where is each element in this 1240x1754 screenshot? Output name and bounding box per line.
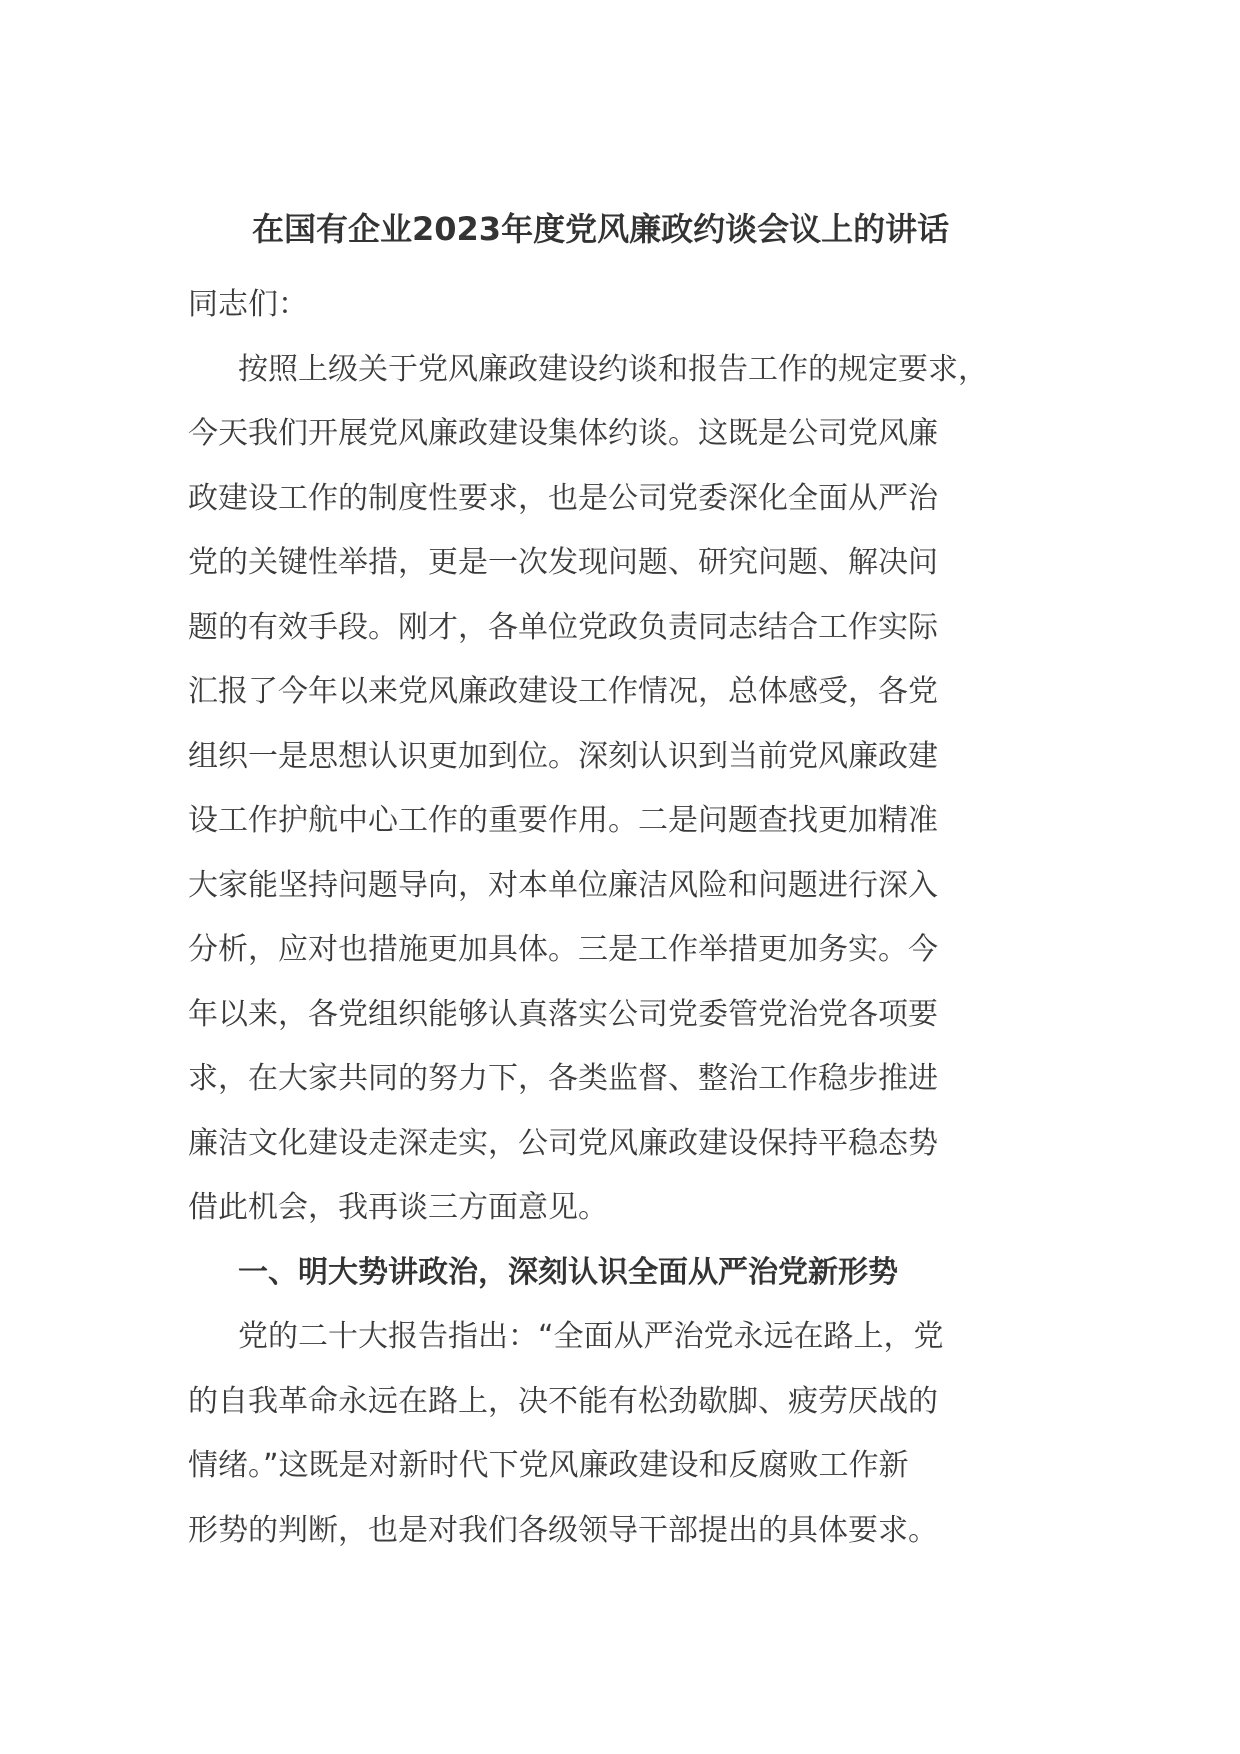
paragraph-1	[188, 338, 1076, 1241]
paragraph-line: 的自我革命永远在路上，决不能有松劲歇脚、疲劳厌战的	[188, 1383, 938, 1419]
paragraph-line: 大家能坚持问题导向，对本单位廉洁风险和问题进行深入	[188, 867, 938, 903]
paragraph-line: 廉洁文化建设走深走实，公司党风廉政建设保持平稳态势	[188, 1125, 938, 1161]
paragraph-line: 借此机会，我再谈三方面意见。	[188, 1190, 608, 1225]
document-title: 在国有企业2023年度党风廉政约谈会议上的讲话	[252, 210, 950, 248]
paragraph-line: 汇报了今年以来党风廉政建设工作情况，总体感受，各党	[188, 674, 938, 709]
paragraph-line: 分析，应对也措施更加具体。三是工作举措更加务实。今	[188, 932, 938, 967]
salutation: 同志们：	[188, 287, 308, 322]
paragraph-2	[188, 1305, 1076, 1563]
paragraph-line: 题的有效手段。刚才，各单位党政负责同志结合工作实际	[188, 609, 938, 645]
paragraph-line: 情绪。”这既是对新时代下党风廉政建设和反腐败工作新	[188, 1448, 909, 1483]
paragraph-line: 今天我们开展党风廉政建设集体约谈。这既是公司党风廉	[188, 416, 938, 451]
paragraph-line: 党的二十大报告指出：“全面从严治党永远在路上，党	[238, 1319, 944, 1354]
document-page	[188, 205, 1076, 1563]
paragraph-line: 政建设工作的制度性要求，也是公司党委深化全面从严治	[188, 480, 938, 516]
paragraph-line: 年以来，各党组织能够认真落实公司党委管党治党各项要	[188, 996, 938, 1032]
section-heading: 一、明大势讲政治，深刻认识全面从严治党新形势	[238, 1254, 898, 1290]
paragraph-line: 设工作护航中心工作的重要作用。二是问题查找更加精准	[188, 803, 938, 838]
paragraph-line: 组织一是思想认识更加到位。深刻认识到当前党风廉政建	[188, 738, 938, 774]
paragraph-line: 求，在大家共同的努力下，各类监督、整治工作稳步推进	[188, 1061, 938, 1096]
paragraph-line: 按照上级关于党风廉政建设约谈和报告工作的规定要求，	[238, 351, 988, 387]
paragraph-line: 形势的判断，也是对我们各级领导干部提出的具体要求。	[188, 1512, 938, 1548]
paragraph-line: 党的关键性举措，更是一次发现问题、研究问题、解决问	[188, 545, 938, 580]
